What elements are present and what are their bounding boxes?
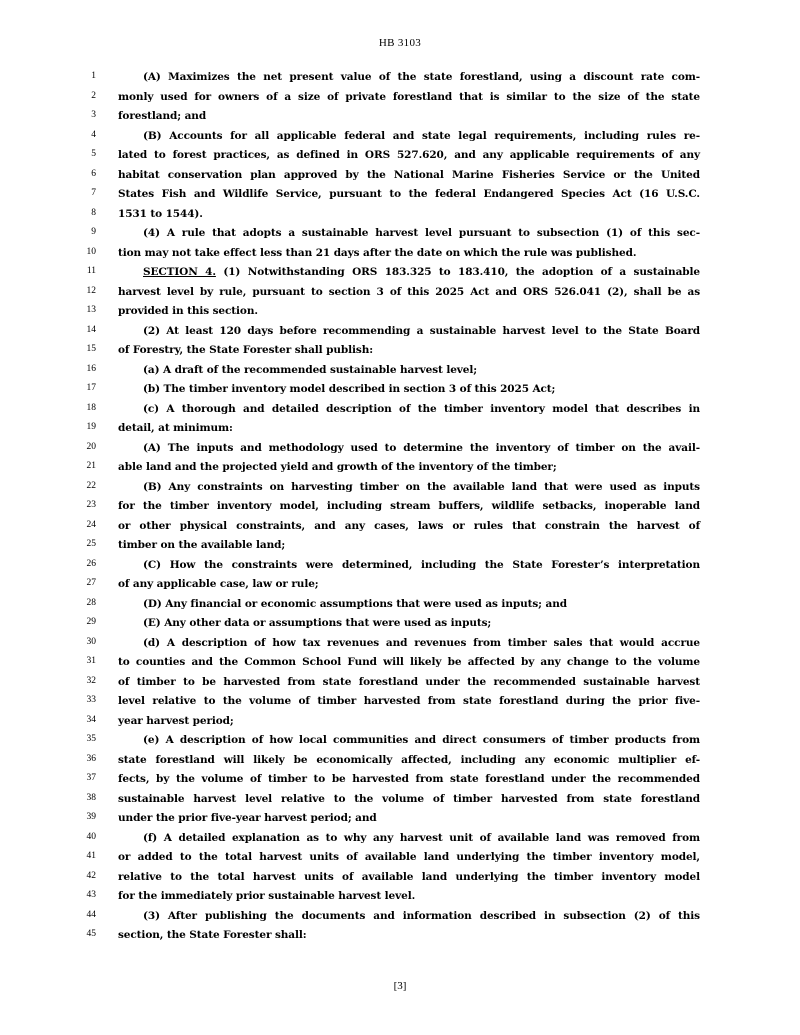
line-text: monly used for owners of a size of private forestland that is similar to the size of the state xyxy=(118,90,700,103)
line-number: 45 xyxy=(86,929,96,939)
line-text: relative to the total harvest units of available land underlying the timber inventory model xyxy=(118,870,700,883)
text-line xyxy=(0,458,800,478)
line-text: level relative to the volume of timber harvested from state forestland during the prior five- xyxy=(118,695,700,707)
line-text: lated to forest practices, as defined in ORS 527.620, and any applicable requirements of any xyxy=(118,149,700,161)
line-text: timber on the available land; xyxy=(118,539,286,551)
line-number: 29 xyxy=(86,617,96,627)
line-number: 21 xyxy=(86,461,96,471)
page-number: [3] xyxy=(393,980,407,992)
line-text: able land and the projected yield and growth of the inventory of the timber; xyxy=(118,461,557,473)
line-text: (c) A thorough and detailed description of the timber inventory model that describes in xyxy=(143,402,700,415)
line-number: 18 xyxy=(86,402,96,413)
line-number: 30 xyxy=(86,636,96,647)
line-number: 7 xyxy=(91,188,96,198)
line-text: (B) Any constraints on harvesting timber on the available land that were used as inputs xyxy=(143,480,700,493)
line-text: or other physical constraints, and any cases, laws or rules that constrain the harvest of xyxy=(118,519,700,532)
text-line xyxy=(0,127,800,147)
line-text: (D) Any financial or economic assumptions that were used as inputs; and xyxy=(143,597,567,610)
line-number: 9 xyxy=(91,227,96,237)
line-number: 42 xyxy=(86,870,96,881)
text-line xyxy=(0,419,800,439)
line-number: 34 xyxy=(86,714,96,725)
line-text: (3) After publishing the documents and information described in subsection (2) of this xyxy=(143,909,700,922)
line-number: 4 xyxy=(91,129,96,140)
line-number: 36 xyxy=(86,753,96,764)
text-line xyxy=(0,439,800,459)
text-line xyxy=(0,829,800,849)
line-text: (E) Any other data or assumptions that were used as inputs; xyxy=(143,617,492,629)
line-text: provided in this section. xyxy=(118,305,258,317)
line-text: of Forestry, the State Forester shall publish: xyxy=(118,344,374,356)
text-line xyxy=(0,712,800,732)
text-line xyxy=(0,595,800,615)
line-number: 19 xyxy=(86,422,96,432)
text-line xyxy=(0,224,800,244)
text-line xyxy=(0,497,800,517)
text-line xyxy=(0,536,800,556)
text-line xyxy=(0,146,800,166)
text-line xyxy=(0,653,800,673)
line-number: 43 xyxy=(86,890,96,900)
text-line xyxy=(0,614,800,634)
line-text: (d) A description of how tax revenues and revenues from timber sales that would accrue xyxy=(143,636,700,649)
text-line xyxy=(0,361,800,381)
line-text: fects, by the volume of timber to be harvested from state forestland under the recommended xyxy=(118,773,700,785)
text-line xyxy=(0,556,800,576)
line-text: 1531 to 1544). xyxy=(118,207,203,220)
line-text: harvest level by rule, pursuant to section 3 of this 2025 Act and ORS 526.041 (2), shall be as xyxy=(118,285,700,298)
line-number: 38 xyxy=(86,792,96,803)
line-number: 40 xyxy=(86,831,96,842)
line-text: to counties and the Common School Fund will likely be affected by any change to the volume xyxy=(118,656,700,668)
line-text: (a) A draft of the recommended sustainable harvest level; xyxy=(143,363,478,376)
text-line xyxy=(0,107,800,127)
line-number: 28 xyxy=(86,597,96,608)
line-number: 15 xyxy=(86,344,96,354)
line-text: (b) The timber inventory model described in section 3 of this 2025 Act; xyxy=(143,383,556,395)
line-number: 37 xyxy=(86,773,96,783)
line-number: 26 xyxy=(86,558,96,569)
line-number: 20 xyxy=(86,441,96,452)
text-line xyxy=(0,848,800,868)
line-text: (2) At least 120 days before recommending a sustainable harvest level to the State Board xyxy=(143,324,700,337)
line-text: tion may not take effect less than 21 days after the date on which the rule was published. xyxy=(118,246,637,259)
line-number: 41 xyxy=(86,851,96,861)
text-line xyxy=(0,322,800,342)
text-line xyxy=(0,673,800,693)
line-number: 17 xyxy=(86,383,96,393)
line-number: 33 xyxy=(86,695,96,705)
line-text: sustainable harvest level relative to the volume of timber harvested from state forestland xyxy=(118,792,700,805)
line-number: 39 xyxy=(86,812,96,822)
line-number: 27 xyxy=(86,578,96,588)
line-text: state forestland will likely be economically affected, including any economic multiplier ef- xyxy=(118,753,700,766)
line-number: 2 xyxy=(91,90,96,101)
line-text: (A) The inputs and methodology used to determine the inventory of timber on the avail- xyxy=(143,441,700,454)
text-line xyxy=(0,790,800,810)
line-number: 3 xyxy=(91,110,96,120)
text-line xyxy=(0,634,800,654)
line-text: for the immediately prior sustainable harvest level. xyxy=(118,890,416,902)
text-line xyxy=(0,205,800,225)
line-number: 14 xyxy=(86,324,96,335)
line-number: 35 xyxy=(86,734,96,744)
line-text: of timber to be harvested from state forestland under the recommended sustainable harvest xyxy=(118,675,700,688)
line-text: section, the State Forester shall: xyxy=(118,929,307,941)
line-number: 22 xyxy=(86,480,96,491)
line-text: (f) A detailed explanation as to why any harvest unit of available land was removed from xyxy=(143,831,700,844)
page-header: HB 3103 xyxy=(378,37,422,49)
line-number: 1 xyxy=(91,71,96,81)
line-number: 44 xyxy=(86,909,96,920)
line-number: 11 xyxy=(86,266,96,276)
text-line xyxy=(0,380,800,400)
line-number: 31 xyxy=(86,656,96,666)
text-line xyxy=(0,185,800,205)
section-heading: SECTION 4. xyxy=(143,266,216,278)
line-text: (e) A description of how local communities and direct consumers of timber products from xyxy=(143,734,700,746)
text-line xyxy=(0,887,800,907)
text-line xyxy=(0,400,800,420)
bill-text-body xyxy=(0,68,800,946)
line-number: 10 xyxy=(86,246,96,257)
text-line xyxy=(0,517,800,537)
text-line xyxy=(0,263,800,283)
line-number: 8 xyxy=(91,207,96,218)
line-number: 32 xyxy=(86,675,96,686)
text-line xyxy=(0,907,800,927)
line-number: 23 xyxy=(86,500,96,510)
line-text: year harvest period; xyxy=(118,714,234,727)
line-number: 24 xyxy=(86,519,96,530)
text-line xyxy=(0,868,800,888)
line-text: (4) A rule that adopts a sustainable harvest level pursuant to subsection (1) of this sec- xyxy=(143,227,700,239)
text-line xyxy=(0,478,800,498)
text-line xyxy=(0,166,800,186)
line-number: 5 xyxy=(91,149,96,159)
text-line xyxy=(0,575,800,595)
line-text: habitat conservation plan approved by the National Marine Fisheries Service or the United xyxy=(118,168,700,181)
line-text: forestland; and xyxy=(118,110,207,122)
text-line xyxy=(0,244,800,264)
text-line xyxy=(0,341,800,361)
text-line xyxy=(0,770,800,790)
line-text: detail, at minimum: xyxy=(118,422,233,434)
line-text: or added to the total harvest units of available land underlying the timber inventory model, xyxy=(118,851,700,863)
text-line xyxy=(0,302,800,322)
line-number: 16 xyxy=(86,363,96,374)
line-text: (A) Maximizes the net present value of the state forestland, using a discount rate com- xyxy=(143,71,700,83)
line-number: 12 xyxy=(86,285,96,296)
line-text: (C) How the constraints were determined, including the State Forester’s interpretation xyxy=(143,558,700,571)
text-line xyxy=(0,692,800,712)
line-text-body: (1) Notwithstanding ORS 183.325 to 183.410, the adoption of a sustainable xyxy=(215,266,700,278)
line-text xyxy=(143,263,700,283)
text-line xyxy=(0,926,800,946)
line-text: of any applicable case, law or rule; xyxy=(118,578,319,590)
line-text: States Fish and Wildlife Service, pursuant to the federal Endangered Species Act (16 U.S.C. xyxy=(118,188,700,200)
line-text: under the prior five-year harvest period; and xyxy=(118,812,377,824)
line-number: 25 xyxy=(86,539,96,549)
text-line xyxy=(0,751,800,771)
line-number: 13 xyxy=(86,305,96,315)
text-line xyxy=(0,88,800,108)
text-line xyxy=(0,283,800,303)
line-number: 6 xyxy=(91,168,96,179)
line-text: for the timber inventory model, including stream buffers, wildlife setbacks, inoperable land xyxy=(118,500,700,512)
line-text: (B) Accounts for all applicable federal and state legal requirements, including rules re- xyxy=(143,129,700,142)
text-line xyxy=(0,68,800,88)
text-line xyxy=(0,731,800,751)
text-line xyxy=(0,809,800,829)
